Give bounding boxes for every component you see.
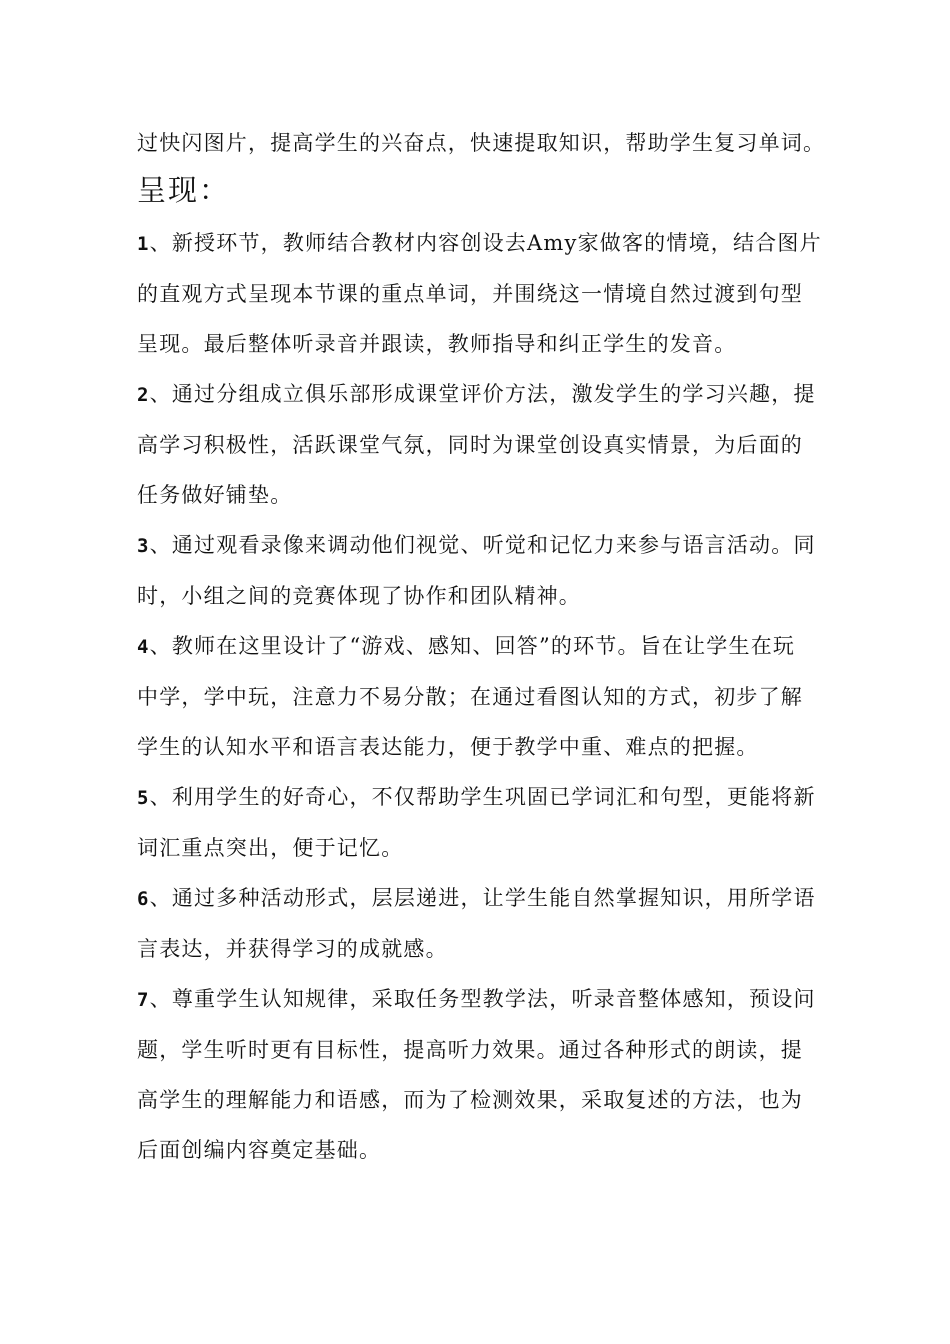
list-item-line: 中学，学中玩，注意力不易分散；在通过看图认知的方式，初步了解 [137,685,803,709]
list-item-line: 时，小组之间的竞赛体现了协作和团队精神。 [137,584,581,608]
list-item-line [137,520,822,571]
item-text: 、教师在这里设计了“游戏、感知、回答”的环节。旨在让学生在玩 [149,634,796,658]
list-item-line: 言表达，并获得学习的成就感。 [137,937,448,961]
item-number: 1 [137,233,150,255]
item-text: 、新授环节，教师结合教材内容创设去Amy家做客的情境，结合图片 [149,231,822,255]
list-item-line [137,974,822,1025]
list-item-line: 高学习积极性，活跃课堂气氛，同时为课堂创设真实情景，为后面的 [137,433,803,457]
item-number: 4 [137,636,150,658]
list-item [137,621,822,772]
intro-line: 过快闪图片，提高学生的兴奋点，快速提取知识，帮助学生复习单词。 [137,131,826,155]
list-item-line: 后面创编内容奠定基础。 [137,1138,382,1162]
list-item-line: 呈现。最后整体听录音并跟读，教师指导和纠正学生的发音。 [137,332,737,356]
list-item-line [137,772,822,823]
section-heading: 呈现： [137,173,231,207]
list-item [137,369,822,520]
item-text: 、利用学生的好奇心，不仅帮助学生巩固已学词汇和句型，更能将新 [149,785,816,809]
list-item-line: 学生的认知水平和语言表达能力，便于教学中重、难点的把握。 [137,735,759,759]
item-number: 6 [137,888,150,910]
item-number: 7 [137,989,150,1011]
list-item-line: 题，学生听时更有目标性，提高听力效果。通过各种形式的朗读，提 [137,1038,803,1062]
list-item-line: 词汇重点突出，便于记忆。 [137,836,404,860]
item-text: 、尊重学生认知规律，采取任务型教学法，听录音整体感知，预设问 [149,987,816,1011]
item-number: 5 [137,787,150,809]
list-item-line: 的直观方式呈现本节课的重点单词，并围绕这一情境自然过渡到句型 [137,282,803,306]
item-text: 、通过分组成立俱乐部形成课堂评价方法，激发学生的学习兴趣，提 [149,382,816,406]
item-text: 、通过多种活动形式，层层递进，让学生能自然掌握知识，用所学语 [149,886,816,910]
list-item [137,218,822,369]
item-text: 、通过观看录像来调动他们视觉、听觉和记忆力来参与语言活动。同 [149,533,816,557]
list-item-line: 任务做好铺垫。 [137,483,293,507]
list-item [137,520,822,621]
document-content [137,118,826,1175]
item-number: 2 [137,384,150,406]
list-item-line [137,369,822,420]
item-number: 3 [137,535,150,557]
list-item-line [137,621,822,672]
list-item-line [137,873,822,924]
list-item-line: 高学生的理解能力和语感，而为了检测效果，采取复述的方法，也为 [137,1088,803,1112]
list-item [137,873,822,974]
list-item [137,974,822,1175]
list-item [137,772,822,873]
list-item-line [137,218,822,269]
